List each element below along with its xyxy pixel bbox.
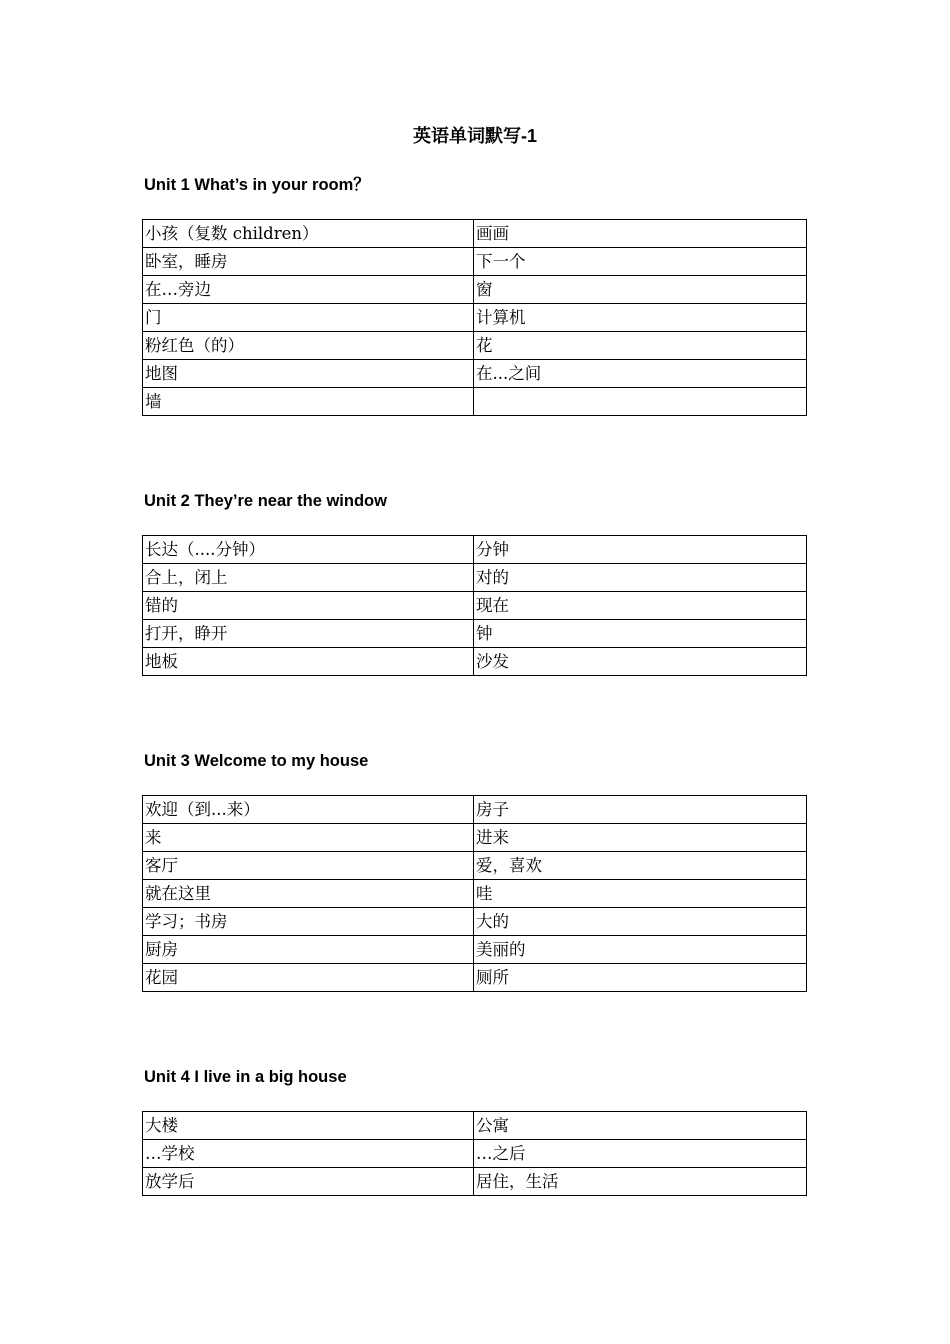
document-title: 英语单词默写-1 xyxy=(412,126,537,146)
unit-4-vocab-table xyxy=(142,1111,807,1196)
table-cell: 欢迎（到...来） xyxy=(143,796,474,824)
unit-3-vocab-table xyxy=(142,795,807,992)
table-cell: 爱，喜欢 xyxy=(474,852,807,880)
table-row xyxy=(143,332,807,360)
table-row xyxy=(143,536,807,564)
table-row xyxy=(143,1112,807,1140)
table-cell: 大的 xyxy=(474,908,807,936)
table-row xyxy=(143,964,807,992)
table-cell: 就在这里 xyxy=(143,880,474,908)
table-cell: …之后 xyxy=(474,1140,807,1168)
table-cell: 放学后 xyxy=(143,1168,474,1196)
table-cell: 对的 xyxy=(474,564,807,592)
table-cell: 客厅 xyxy=(143,852,474,880)
table-row xyxy=(143,276,807,304)
table-cell: 在…旁边 xyxy=(143,276,474,304)
table-cell: 学习；书房 xyxy=(143,908,474,936)
unit-2-heading: Unit 2 They’re near the window xyxy=(144,492,387,510)
table-cell: 花园 xyxy=(143,964,474,992)
table-cell: 卧室，睡房 xyxy=(143,248,474,276)
table-row xyxy=(143,880,807,908)
table-cell: …学校 xyxy=(143,1140,474,1168)
table-row xyxy=(143,360,807,388)
table-row xyxy=(143,796,807,824)
table-row xyxy=(143,936,807,964)
table-cell: 门 xyxy=(143,304,474,332)
table-cell: 窗 xyxy=(474,276,807,304)
table-cell: 墙 xyxy=(143,388,474,416)
table-cell: 厕所 xyxy=(474,964,807,992)
table-row xyxy=(143,564,807,592)
table-cell: 哇 xyxy=(474,880,807,908)
table-cell: 地图 xyxy=(143,360,474,388)
table-cell: 来 xyxy=(143,824,474,852)
table-cell: 小孩（复数 children） xyxy=(143,220,474,248)
table-cell: 长达（....分钟） xyxy=(143,536,474,564)
unit-3-heading: Unit 3 Welcome to my house xyxy=(144,752,369,770)
table-cell: 公寓 xyxy=(474,1112,807,1140)
table-cell xyxy=(474,388,807,416)
table-cell: 计算机 xyxy=(474,304,807,332)
table-cell: 沙发 xyxy=(474,648,807,676)
table-cell: 美丽的 xyxy=(474,936,807,964)
table-row xyxy=(143,1168,807,1196)
table-cell: 合上，闭上 xyxy=(143,564,474,592)
table-cell: 粉红色（的） xyxy=(143,332,474,360)
table-row xyxy=(143,852,807,880)
table-cell: 画画 xyxy=(474,220,807,248)
table-row xyxy=(143,648,807,676)
table-cell: 在...之间 xyxy=(474,360,807,388)
table-cell: 打开，睁开 xyxy=(143,620,474,648)
table-row xyxy=(143,1140,807,1168)
table-cell: 错的 xyxy=(143,592,474,620)
table-cell: 下一个 xyxy=(474,248,807,276)
table-row xyxy=(143,248,807,276)
table-cell: 地板 xyxy=(143,648,474,676)
table-row xyxy=(143,388,807,416)
unit-2-vocab-table xyxy=(142,535,807,676)
table-row xyxy=(143,220,807,248)
table-cell: 厨房 xyxy=(143,936,474,964)
table-cell: 居住，生活 xyxy=(474,1168,807,1196)
table-row xyxy=(143,824,807,852)
table-cell: 大楼 xyxy=(143,1112,474,1140)
table-row xyxy=(143,620,807,648)
table-cell: 分钟 xyxy=(474,536,807,564)
table-cell: 钟 xyxy=(474,620,807,648)
table-row xyxy=(143,908,807,936)
unit-1-vocab-table xyxy=(142,219,807,416)
table-cell: 现在 xyxy=(474,592,807,620)
table-row xyxy=(143,592,807,620)
table-cell: 房子 xyxy=(474,796,807,824)
table-cell: 进来 xyxy=(474,824,807,852)
table-row xyxy=(143,304,807,332)
table-cell: 花 xyxy=(474,332,807,360)
unit-1-heading: Unit 1 What’s in your room？ xyxy=(144,176,370,194)
unit-4-heading: Unit 4 I live in a big house xyxy=(144,1068,347,1086)
